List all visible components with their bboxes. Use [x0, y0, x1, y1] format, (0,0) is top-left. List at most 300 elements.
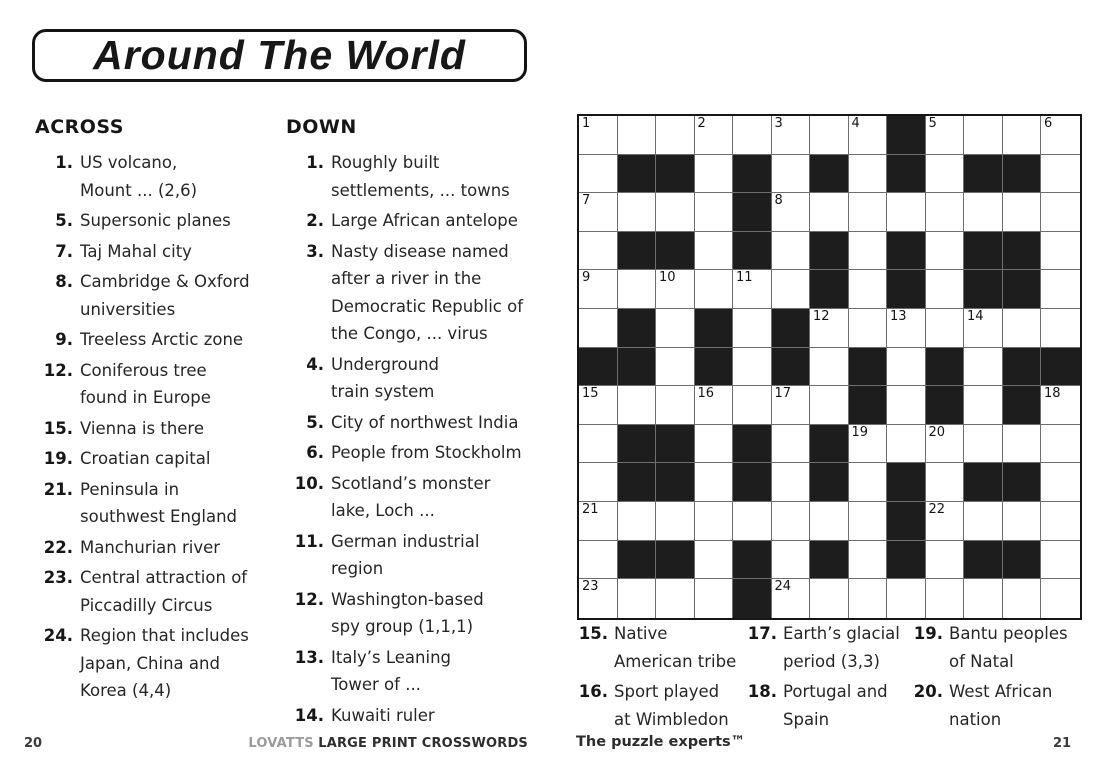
letter-cell[interactable] [926, 425, 965, 464]
black-cell [618, 348, 657, 387]
letter-cell[interactable] [849, 502, 888, 541]
black-cell [733, 463, 772, 502]
letter-cell[interactable] [1041, 386, 1080, 425]
black-cell [618, 541, 657, 580]
black-cell [656, 541, 695, 580]
clue-number: 16. [578, 682, 608, 701]
letter-cell[interactable] [695, 463, 734, 502]
footer-tagline: The puzzle experts™ [576, 734, 746, 750]
clue-text: Roughly built settlements, ... towns [331, 153, 510, 200]
letter-cell[interactable] [579, 116, 618, 155]
black-cell [1003, 270, 1042, 309]
letter-cell[interactable] [656, 502, 695, 541]
clue-text: Earth’s glacial period (3,3) [783, 624, 900, 671]
letter-cell[interactable] [772, 386, 811, 425]
letter-cell[interactable] [695, 502, 734, 541]
black-cell [733, 232, 772, 271]
letter-cell[interactable] [772, 270, 811, 309]
clue-item [286, 238, 566, 348]
clue-text: US volcano, Mount ... (2,6) [80, 153, 198, 200]
letter-cell[interactable] [1003, 309, 1042, 348]
cell-number: 2 [697, 116, 706, 131]
black-cell [926, 348, 965, 387]
letter-cell[interactable] [810, 116, 849, 155]
black-cell [733, 541, 772, 580]
cell-number: 6 [1044, 116, 1053, 131]
black-cell [887, 541, 926, 580]
black-cell [733, 155, 772, 194]
black-cell [1003, 463, 1042, 502]
footer-brand-series: LARGE PRINT CROSSWORDS [318, 736, 528, 751]
black-cell [733, 579, 772, 618]
black-cell [887, 502, 926, 541]
letter-cell[interactable] [579, 463, 618, 502]
cell-number: 24 [774, 579, 792, 595]
clue-item [286, 207, 566, 235]
clue-number: 6. [306, 443, 324, 462]
letter-cell[interactable] [618, 386, 657, 425]
cell-number: 10 [659, 270, 676, 286]
letter-cell[interactable] [926, 579, 965, 618]
clue-text: Vienna is there [80, 418, 205, 438]
letter-cell[interactable] [695, 541, 734, 580]
letter-cell[interactable] [1041, 579, 1080, 618]
clue-item [286, 528, 566, 583]
letter-cell[interactable] [926, 116, 965, 155]
letter-cell[interactable] [579, 193, 618, 232]
black-cell [964, 541, 1003, 580]
clue-text: Portugal and Spain [783, 682, 888, 729]
clue-item [286, 351, 566, 406]
clue-number: 7. [55, 241, 73, 261]
clue-number: 9. [55, 330, 73, 349]
black-cell [1041, 348, 1080, 387]
down-clues-column [286, 116, 566, 732]
black-cell [810, 463, 849, 502]
clue-text: City of northwest India [331, 412, 519, 432]
clue-number: 5. [55, 211, 73, 230]
clue-item [35, 149, 285, 204]
letter-cell[interactable] [887, 193, 926, 232]
letter-cell[interactable] [964, 502, 1003, 541]
letter-cell[interactable] [772, 541, 811, 580]
letter-cell[interactable] [1041, 232, 1080, 271]
black-cell [1003, 155, 1042, 194]
letter-cell[interactable] [733, 502, 772, 541]
clue-item [747, 678, 913, 734]
letter-cell[interactable] [926, 193, 965, 232]
page-number-right: 21 [1053, 736, 1072, 751]
cell-number: 1 [582, 116, 591, 131]
black-cell [618, 463, 657, 502]
letter-cell[interactable] [926, 232, 965, 271]
clue-item [286, 409, 566, 437]
letter-cell[interactable] [1041, 425, 1080, 464]
letter-cell[interactable] [810, 502, 849, 541]
letter-cell[interactable] [733, 348, 772, 387]
letter-cell[interactable] [656, 193, 695, 232]
bottom-clue-column [578, 620, 747, 736]
clue-number: 13. [294, 647, 324, 667]
clue-number: 24. [43, 626, 73, 645]
puzzle-title: Around The World [93, 32, 466, 78]
cell-number: 21 [582, 501, 599, 517]
clue-item [35, 357, 285, 412]
footer-brand-lovatts: LOVATTS [248, 736, 314, 751]
letter-cell[interactable] [964, 309, 1003, 348]
letter-cell[interactable] [695, 155, 734, 194]
letter-cell[interactable] [964, 386, 1003, 425]
letter-cell[interactable] [1003, 116, 1042, 155]
clue-text: Croatian capital [80, 449, 211, 468]
clue-item [286, 644, 566, 699]
letter-cell[interactable] [887, 309, 926, 348]
footer-brand [248, 736, 528, 751]
letter-cell[interactable] [1041, 155, 1080, 194]
letter-cell[interactable] [810, 309, 849, 348]
black-cell [810, 270, 849, 309]
cell-number: 15 [582, 386, 599, 402]
clue-text: Coniferous tree found in Europe [80, 360, 211, 407]
clue-text: Supersonic planes [80, 211, 231, 230]
letter-cell[interactable] [772, 116, 811, 155]
crossword-grid [577, 114, 1082, 620]
black-cell [887, 155, 926, 194]
black-cell [695, 309, 734, 348]
letter-cell[interactable] [579, 155, 618, 194]
black-cell [849, 386, 888, 425]
black-cell [810, 425, 849, 464]
clue-item [747, 620, 913, 676]
cell-number: 23 [582, 579, 599, 595]
letter-cell[interactable] [1041, 309, 1080, 348]
letter-cell[interactable] [656, 309, 695, 348]
letter-cell[interactable] [772, 193, 811, 232]
letter-cell[interactable] [695, 116, 734, 155]
letter-cell[interactable] [887, 425, 926, 464]
clue-number: 5. [306, 412, 324, 432]
black-cell [887, 463, 926, 502]
clue-text: People from Stockholm [331, 443, 522, 462]
letter-cell[interactable] [849, 541, 888, 580]
page-footer [0, 733, 1107, 755]
clue-item [578, 678, 747, 734]
clue-number: 12. [294, 589, 324, 609]
black-cell [579, 348, 618, 387]
down-heading: DOWN [286, 116, 357, 138]
letter-cell[interactable] [926, 541, 965, 580]
letter-cell[interactable] [964, 579, 1003, 618]
clue-item [913, 678, 1093, 734]
clue-item [286, 439, 566, 467]
clue-item [35, 534, 285, 562]
clue-text: Large African antelope [331, 211, 518, 230]
across-clues-column [35, 116, 285, 708]
letter-cell[interactable] [810, 579, 849, 618]
black-cell [926, 386, 965, 425]
clue-number: 1. [306, 153, 324, 172]
cell-number: 7 [582, 193, 591, 209]
cell-number: 18 [1044, 386, 1061, 402]
black-cell [618, 155, 657, 194]
letter-cell[interactable] [772, 425, 811, 464]
letter-cell[interactable] [618, 193, 657, 232]
bottom-clues-section [578, 620, 1098, 736]
clue-text: Underground train system [331, 354, 440, 401]
letter-cell[interactable] [695, 579, 734, 618]
letter-cell[interactable] [926, 463, 965, 502]
letter-cell[interactable] [810, 348, 849, 387]
letter-cell[interactable] [849, 463, 888, 502]
bottom-clue-column [747, 620, 913, 736]
letter-cell[interactable] [733, 270, 772, 309]
cell-number: 3 [774, 116, 783, 131]
cell-number: 11 [736, 270, 753, 286]
black-cell [733, 193, 772, 232]
letter-cell[interactable] [695, 193, 734, 232]
letter-cell[interactable] [926, 309, 965, 348]
letter-cell[interactable] [733, 309, 772, 348]
clue-item [35, 415, 285, 443]
clue-number: 15. [43, 418, 73, 438]
letter-cell[interactable] [1041, 116, 1080, 155]
black-cell [618, 309, 657, 348]
clue-text: Sport played at Wimbledon [614, 682, 729, 729]
letter-cell[interactable] [849, 579, 888, 618]
letter-cell[interactable] [849, 155, 888, 194]
black-cell [964, 155, 1003, 194]
clue-number: 18. [747, 682, 777, 701]
letter-cell[interactable] [849, 116, 888, 155]
clue-item [286, 149, 566, 204]
letter-cell[interactable] [656, 386, 695, 425]
clue-text: Region that includes Japan, China and Korea (4,4) [80, 626, 249, 700]
letter-cell[interactable] [656, 270, 695, 309]
letter-cell[interactable] [579, 309, 618, 348]
letter-cell[interactable] [695, 270, 734, 309]
letter-cell[interactable] [579, 502, 618, 541]
clue-number: 1. [55, 153, 73, 172]
letter-cell[interactable] [1003, 425, 1042, 464]
clue-text: Native American tribe [614, 624, 737, 671]
clue-number: 4. [306, 354, 324, 374]
letter-cell[interactable] [964, 425, 1003, 464]
across-heading: ACROSS [35, 116, 124, 138]
cell-number: 14 [967, 308, 984, 324]
clue-text: Italy’s Leaning Tower of ... [331, 647, 452, 694]
letter-cell[interactable] [810, 386, 849, 425]
clue-item [35, 268, 285, 323]
clue-item [35, 564, 285, 619]
across-clue-list [35, 149, 285, 705]
black-cell [656, 155, 695, 194]
clue-text: Cambridge & Oxford universities [80, 272, 250, 319]
clue-text: Peninsula in southwest England [80, 479, 238, 526]
black-cell [964, 463, 1003, 502]
letter-cell[interactable] [1003, 502, 1042, 541]
letter-cell[interactable] [618, 579, 657, 618]
clue-text: Manchurian river [80, 537, 221, 557]
letter-cell[interactable] [618, 116, 657, 155]
clue-text: West African nation [949, 682, 1053, 729]
clue-number: 15. [578, 624, 608, 643]
letter-cell[interactable] [733, 386, 772, 425]
black-cell [1003, 232, 1042, 271]
letter-cell[interactable] [926, 155, 965, 194]
puzzle-title-box [32, 29, 527, 82]
letter-cell[interactable] [579, 232, 618, 271]
clue-number: 3. [306, 241, 324, 261]
black-cell [810, 155, 849, 194]
black-cell [1003, 348, 1042, 387]
letter-cell[interactable] [964, 116, 1003, 155]
clue-item [35, 476, 285, 531]
black-cell [618, 425, 657, 464]
clue-item [35, 622, 285, 705]
clue-number: 21. [43, 479, 73, 499]
cell-number: 5 [928, 116, 937, 131]
letter-cell[interactable] [849, 193, 888, 232]
clue-item [913, 620, 1093, 676]
black-cell [887, 270, 926, 309]
black-cell [656, 425, 695, 464]
cell-number: 20 [928, 424, 946, 440]
letter-cell[interactable] [810, 193, 849, 232]
clue-item [35, 238, 285, 266]
letter-cell[interactable] [656, 348, 695, 387]
clue-item [286, 586, 566, 641]
black-cell [849, 348, 888, 387]
black-cell [772, 348, 811, 387]
letter-cell[interactable] [579, 270, 618, 309]
clue-text: Treeless Arctic zone [80, 330, 244, 349]
clue-number: 23. [43, 568, 73, 587]
letter-cell[interactable] [656, 579, 695, 618]
letter-cell[interactable] [579, 425, 618, 464]
black-cell [964, 270, 1003, 309]
letter-cell[interactable] [887, 579, 926, 618]
clue-number: 22. [43, 537, 73, 557]
letter-cell[interactable] [849, 425, 888, 464]
letter-cell[interactable] [695, 232, 734, 271]
letter-cell[interactable] [579, 386, 618, 425]
cell-number: 8 [774, 193, 783, 209]
clue-text: Kuwaiti ruler [331, 705, 435, 725]
clue-text: Taj Mahal city [80, 241, 192, 261]
clue-number: 20. [913, 682, 943, 701]
bottom-clue-column [913, 620, 1093, 736]
letter-cell[interactable] [772, 155, 811, 194]
letter-cell[interactable] [887, 348, 926, 387]
clue-text: Scotland’s monster lake, Loch ... [331, 473, 491, 520]
letter-cell[interactable] [926, 502, 965, 541]
black-cell [733, 425, 772, 464]
black-cell [887, 232, 926, 271]
letter-cell[interactable] [772, 232, 811, 271]
black-cell [656, 463, 695, 502]
clue-item [286, 470, 566, 525]
letter-cell[interactable] [1041, 270, 1080, 309]
clue-number: 19. [43, 449, 73, 468]
black-cell [887, 116, 926, 155]
letter-cell[interactable] [579, 541, 618, 580]
cell-number: 19 [851, 424, 869, 440]
clue-number: 11. [294, 531, 324, 551]
black-cell [618, 232, 657, 271]
clue-number: 12. [43, 360, 73, 380]
letter-cell[interactable] [656, 116, 695, 155]
black-cell [772, 309, 811, 348]
black-cell [656, 232, 695, 271]
clue-number: 19. [913, 624, 943, 643]
black-cell [1003, 541, 1042, 580]
letter-cell[interactable] [579, 579, 618, 618]
letter-cell[interactable] [772, 579, 811, 618]
letter-cell[interactable] [964, 193, 1003, 232]
letter-cell[interactable] [1041, 463, 1080, 502]
letter-cell[interactable] [733, 116, 772, 155]
clue-text: Bantu peoples of Natal [949, 624, 1068, 671]
cell-number: 9 [582, 270, 591, 286]
cell-number: 12 [813, 308, 830, 324]
clue-text: Washington-based spy group (1,1,1) [331, 589, 484, 636]
clue-text: German industrial region [331, 531, 480, 578]
black-cell [964, 232, 1003, 271]
letter-cell[interactable] [618, 502, 657, 541]
cell-number: 16 [697, 386, 715, 402]
clue-number: 8. [55, 272, 73, 291]
black-cell [810, 232, 849, 271]
cell-number: 4 [851, 116, 860, 131]
clue-text: Central attraction of Piccadilly Circus [80, 568, 248, 615]
letter-cell[interactable] [926, 270, 965, 309]
black-cell [695, 348, 734, 387]
clue-text: Nasty disease named after a river in the Democratic Republic of the Congo, ... virus [331, 241, 524, 343]
letter-cell[interactable] [1041, 193, 1080, 232]
clue-item [35, 445, 285, 473]
letter-cell[interactable] [772, 463, 811, 502]
letter-cell[interactable] [1003, 193, 1042, 232]
cell-number: 17 [774, 386, 792, 402]
letter-cell[interactable] [1041, 502, 1080, 541]
clue-number: 17. [747, 624, 777, 643]
black-cell [810, 541, 849, 580]
black-cell [1003, 386, 1042, 425]
letter-cell[interactable] [849, 309, 888, 348]
letter-cell[interactable] [772, 502, 811, 541]
letter-cell[interactable] [964, 348, 1003, 387]
letter-cell[interactable] [695, 425, 734, 464]
letter-cell[interactable] [618, 270, 657, 309]
letter-cell[interactable] [1003, 579, 1042, 618]
clue-number: 10. [294, 473, 324, 493]
clue-number: 14. [294, 705, 324, 725]
clue-item [578, 620, 747, 676]
cell-number: 13 [890, 308, 907, 324]
letter-cell[interactable] [849, 232, 888, 271]
letter-cell[interactable] [887, 386, 926, 425]
letter-cell[interactable] [1041, 541, 1080, 580]
clue-item [35, 207, 285, 235]
clue-item [35, 326, 285, 354]
page-number-left: 20 [24, 736, 43, 751]
letter-cell[interactable] [695, 386, 734, 425]
down-clue-list [286, 149, 566, 729]
clue-item [286, 702, 566, 730]
clue-number: 2. [306, 211, 324, 230]
letter-cell[interactable] [849, 270, 888, 309]
cell-number: 22 [928, 501, 946, 517]
